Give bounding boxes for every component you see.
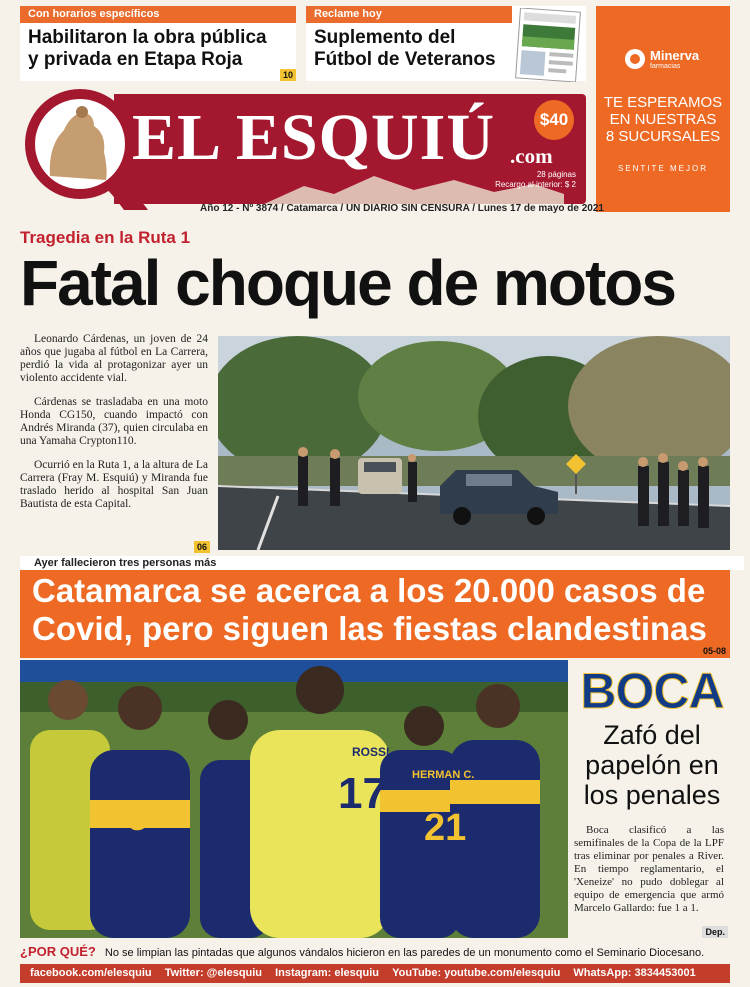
boca-body: Boca clasificó a las semifinales de la Copa de la LPF tras eliminar por penales a River. En tiempo reglamentario, el 'Xeneize' no pudo doblegar al equipo de emergencia que armó Marcelo Gallardo: fue 1 a 1. [574,824,724,914]
por-que-box [20,942,730,962]
teaser-headline: Suplemento del Fútbol de Veteranos [314,27,496,70]
ad-tagline: SENTITE MEJOR [617,164,708,173]
lead-kicker: Tragedia en la Ruta 1 [20,228,191,247]
supplement-cover-thumbnail [514,8,582,82]
pharmacy-logo-icon [624,48,646,70]
boca-story[interactable] [574,660,730,938]
teaser-suplemento[interactable] [306,6,586,81]
covid-kicker: Ayer fallecieron tres personas más [20,556,744,570]
por-que-label: ¿POR QUÉ? [20,944,96,959]
jersey-number-8: 8 [128,800,147,838]
ad-minerva-pharmacy[interactable] [596,6,730,212]
lead-paragraph: Cárdenas se trasladaba en una moto Honda CG150, cuando impactó con Andrés Miranda (37), quien circulaba en una Yamaha Crypton110. [20,396,208,447]
social-twitter[interactable]: Twitter: @elesquiu [164,967,263,979]
lead-headline[interactable]: Fatal choque de motos [20,247,675,319]
masthead-domain: .com [510,144,553,168]
social-instagram[interactable]: Instagram: elesquiu [275,967,380,979]
road-scene-illustration [218,336,730,550]
ad-brand: Minerva farmacias [596,44,730,78]
price-badge: $40 [534,100,574,140]
accident-scene-photo[interactable] [218,336,730,550]
page-number: Dep. [702,926,728,938]
page-count: 28 páginas Recargo al interior: $ 2 [495,170,576,189]
boca-players-photo[interactable] [20,660,568,938]
page-number: 06 [194,541,210,553]
boca-title: BOCA [580,663,724,719]
jersey-name-rossi: ROSSI [352,745,390,759]
social-facebook[interactable]: facebook.com/elesquiu [30,967,152,979]
social-links-bar [20,964,730,983]
jersey-number-17: 17 [338,769,387,818]
masthead-title: EL ESQUIÚ [132,101,495,174]
teaser-headline: Habilitaron la obra pública y privada en Etapa Roja [28,27,267,70]
social-whatsapp[interactable]: WhatsApp: 3834453001 [573,967,696,979]
por-que-text: No se limpian las pintadas que algunos vándalos hicieron en las paredes de un monumento como el Seminario Diocesano. [104,947,705,959]
page-number: 10 [280,69,296,81]
lead-paragraph: Leonardo Cárdenas, un joven de 24 años que jugaba al fútbol en La Carrera, perdió la vida al protagonizar ayer un violento accidente vial. [20,333,208,384]
dateline: Año 12 - Nº 3874 / Catamarca / UN DIARIO SIN CENSURA / Lunes 17 de mayo de 2021 [200,203,604,214]
jersey-number-21: 21 [424,807,467,849]
ad-message: TE ESPERAMOS EN NUESTRAS 8 SUCURSALES [603,94,723,145]
covid-story[interactable] [20,556,730,658]
covid-headline: Catamarca se acerca a los 20.000 casos de Covid, pero siguen las fiestas clandestinas [32,572,707,647]
jersey-name-herman: HERMAN C. [412,769,475,781]
social-youtube[interactable]: YouTube: youtube.com/elesquiu [392,967,561,979]
page-number: 05-08 [702,646,726,656]
teaser-obra-publica[interactable] [20,6,296,81]
lead-story-text [20,333,208,522]
lead-paragraph: Ocurrió en la Ruta 1, a la altura de La Carrera (Fray M. Esquiú) y Miranda fue traslado herido al hospital San Juan Bautista de esta Capital. [20,459,208,510]
teaser-kicker: Reclame hoy [306,6,512,23]
boca-headline: Zafó del papelón en los penales [583,720,721,810]
football-players-illustration [20,660,568,938]
masthead[interactable] [20,86,586,210]
teaser-kicker: Con horarios específicos [20,6,296,23]
